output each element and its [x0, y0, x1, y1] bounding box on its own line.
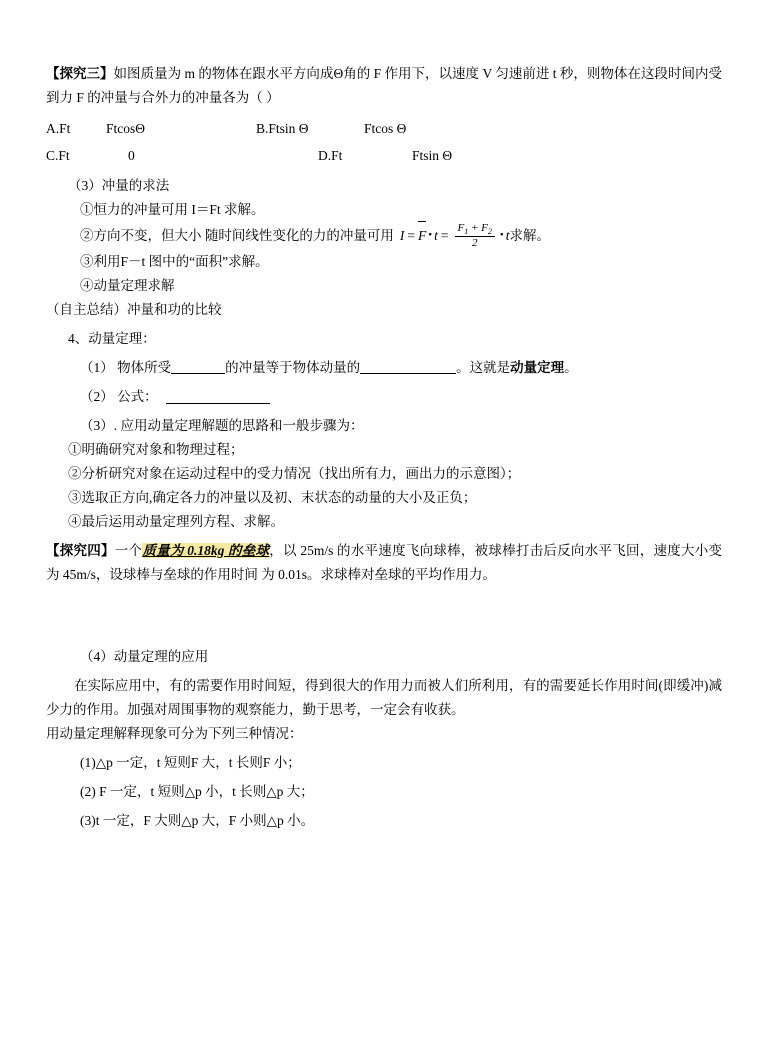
explore3-choices-row2	[46, 142, 722, 169]
choice-a: A.Ft	[46, 121, 71, 137]
section4-line1	[46, 356, 722, 380]
formula-t2: t	[505, 227, 510, 243]
explore4-text-post: ，以 25m/s 的水平速度飞向球棒，被球棒打击后反向水平飞回，速度大小变为 45m/s，设球棒与垒球的作用时间 为 0.01s。求球棒对垒球的平均作用力。	[46, 543, 722, 583]
choice-b-value: Ftcos Θ	[364, 121, 407, 137]
section4-line2	[46, 385, 722, 409]
section4-line1-mid: 的冲量等于物体动量的	[225, 359, 361, 375]
section3-title: （3）冲量的求法	[68, 178, 170, 194]
section4-step-1: ①明确研究对象和物理过程；	[68, 442, 244, 457]
section4b-case-2: (2) F 一定，t 短则△p 小，t 长则△p 大；	[80, 784, 314, 800]
formula-denominator: 2	[471, 237, 478, 250]
section4-line1-end: 。	[564, 359, 578, 375]
explore4-block	[46, 539, 722, 587]
section3-item-2-text: ②方向不变，但大小 随时间线性变化的力的冲量可用	[80, 227, 394, 243]
explore4-highlight: 质量为 0.18kg 的垒球	[142, 543, 270, 559]
section4-line1-bold: 动量定理	[510, 359, 565, 375]
explore4-text-pre: 一个	[114, 543, 143, 559]
formula-tail: 求解。	[509, 227, 551, 243]
choice-b: B.Ftsin Θ	[256, 121, 309, 137]
blank-field-3[interactable]	[166, 403, 270, 404]
formula-dot1: •	[428, 229, 433, 242]
explore3-label: 【探究三】	[46, 66, 114, 81]
formula-numerator: $F_1 + F_2$	[455, 222, 495, 237]
section3-summary: （自主总结）冲量和功的比较	[46, 301, 222, 317]
explore4-label: 【探究四】	[46, 543, 115, 559]
blank-field-2[interactable]	[360, 373, 456, 374]
formula-dot2: •	[499, 229, 504, 242]
section4b-para2: 用动量定理解释现象可分为下列三种情况：	[46, 726, 303, 742]
blank-field-1[interactable]	[171, 373, 225, 374]
section4b-case-3: (3)t 一定，F 大则△p 大，F 小则△p 小。	[80, 813, 315, 829]
section3-item-3: ③利用F－t 图中的“面积”求解。	[80, 253, 269, 269]
section4b-para1: 在实际应用中，有的需要作用时间短，得到很大的作用力而被人们所利用，有的需要延长作用时间(即缓冲)减少力的作用。加强对周围事物的观察能力，勤于思考，一定会有收获。	[46, 678, 722, 718]
formula-eq1: =	[407, 227, 415, 243]
section4-line1-post: 。这就是	[456, 359, 511, 375]
choice-c-value: 0	[128, 148, 135, 164]
choice-c: C.Ft	[46, 148, 70, 164]
choice-a-value: FtcosΘ	[106, 121, 146, 137]
section4-line1-pre: （1） 物体所受	[80, 359, 172, 375]
formula-fraction	[455, 222, 495, 250]
explore3-text: 如图质量为 m 的物体在跟水平方向成Θ角的 F 作用下，以速度 V 匀速前进 t 秒，则物体在这段时间内受到力 F 的冲量与合外力的冲量各为（ ）	[46, 66, 722, 106]
section4-step-4: ④最后运用动量定理列方程、求解。	[68, 514, 284, 530]
section4-line3: （3）. 应用动量定理解题的思路和一般步骤为：	[80, 417, 364, 433]
choice-d-value: Ftsin Θ	[412, 148, 453, 164]
explore3-block	[46, 62, 722, 110]
explore3-choices-row1	[46, 115, 722, 142]
formula-F-bar: F	[418, 224, 426, 248]
section4b-title: （4）动量定理的应用	[80, 649, 209, 665]
formula-t1: t	[434, 227, 438, 243]
section4-title: 4、动量定理：	[68, 330, 156, 346]
section4-step-2: ②分析研究对象在运动过程中的受力情况（找出所有力，画出力的示意图）；	[68, 466, 521, 482]
section3-item-1: ①恒力的冲量可用 I＝Ft 求解。	[80, 202, 265, 218]
section4-line2-label: （2） 公式：	[80, 388, 158, 404]
formula-eq2: =	[440, 227, 449, 243]
formula-I: I	[399, 227, 405, 243]
section4-step-3: ③选取正方向,确定各力的冲量以及初、末状态的动量的大小及正负；	[68, 490, 477, 506]
choice-d: D.Ft	[318, 148, 343, 164]
section4b-case-1: (1)△p 一定，t 短则F 大，t 长则F 小；	[80, 755, 301, 771]
section3-item-2	[46, 222, 722, 250]
section3-item-4: ④动量定理求解	[80, 277, 175, 293]
